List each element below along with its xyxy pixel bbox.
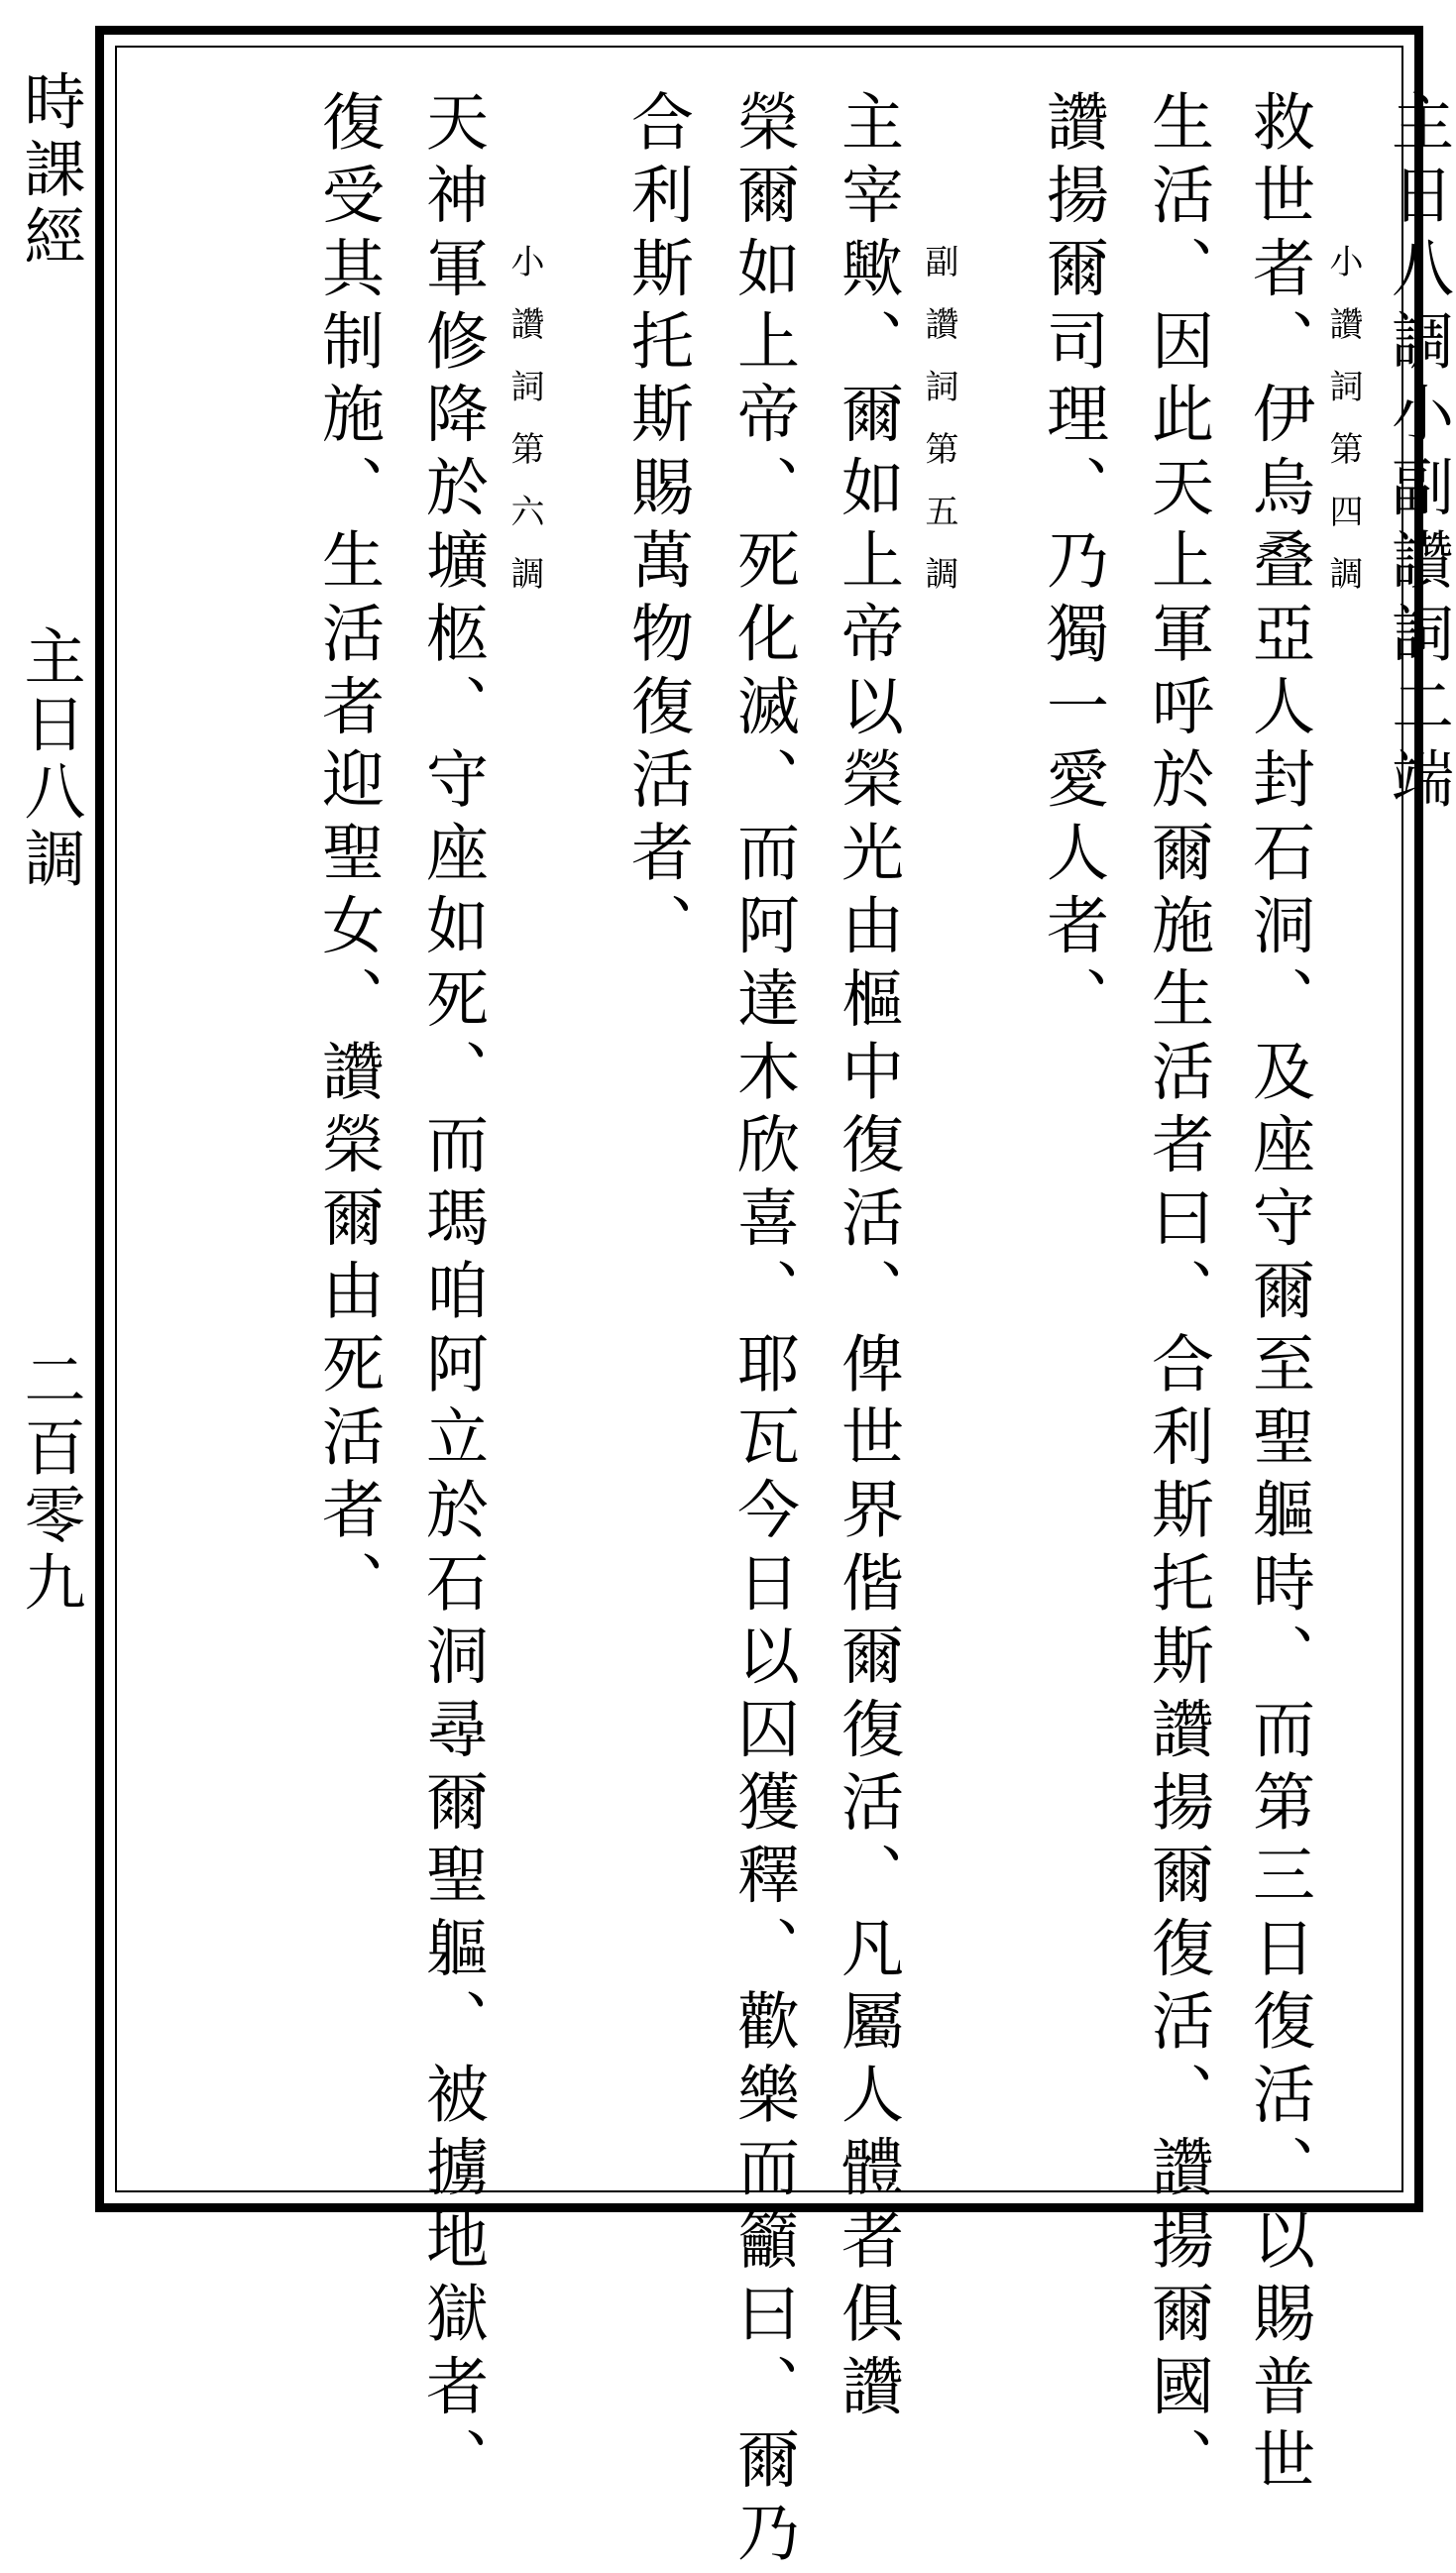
- text-line: 救世者、伊烏叠亞人封石洞、及座守爾至聖軀時、而第三日復活、以賜普世: [1243, 89, 1315, 2501]
- text-line: 生活、因此天上軍呼於爾施生活者曰、合利斯托斯讚揚爾復活、讚揚爾國、: [1142, 89, 1214, 2501]
- text-line: 天神軍修降於壙柩、守座如死、而瑪咱阿立於石洞尋爾聖軀、被擄地獄者、: [416, 89, 489, 2501]
- margin-header: [10, 69, 89, 1655]
- text-line: 讚揚爾司理、乃獨一愛人者、: [1037, 89, 1109, 1040]
- section-heading-6: 小讚詞第六調: [504, 244, 544, 618]
- page-title: 主日八調小副讚詞二端: [1382, 89, 1454, 820]
- text-line: 合利斯托斯賜萬物復活者、: [621, 89, 694, 966]
- section-heading-4: 小讚詞第四調: [1323, 244, 1363, 618]
- page-number: 二百零九: [14, 1348, 86, 1618]
- margin-section-title: 主日八調: [14, 624, 86, 894]
- text-line: 榮爾如上帝、死化滅、而阿達木欣喜、耶瓦今日以囚獲釋、歡樂而籲曰、爾乃: [728, 89, 800, 2573]
- text-line: 主宰歟、爾如上帝以榮光由樞中復活、俾世界偕爾復活、凡屬人體者俱讚: [832, 89, 904, 2427]
- section-heading-5: 副讚詞第五調: [919, 244, 958, 618]
- page-frame: [95, 26, 1454, 2573]
- text-line: 復受其制施、生活者迎聖女、讚榮爾由死活者、: [312, 89, 385, 1623]
- margin-book-title: 時課經: [14, 69, 86, 272]
